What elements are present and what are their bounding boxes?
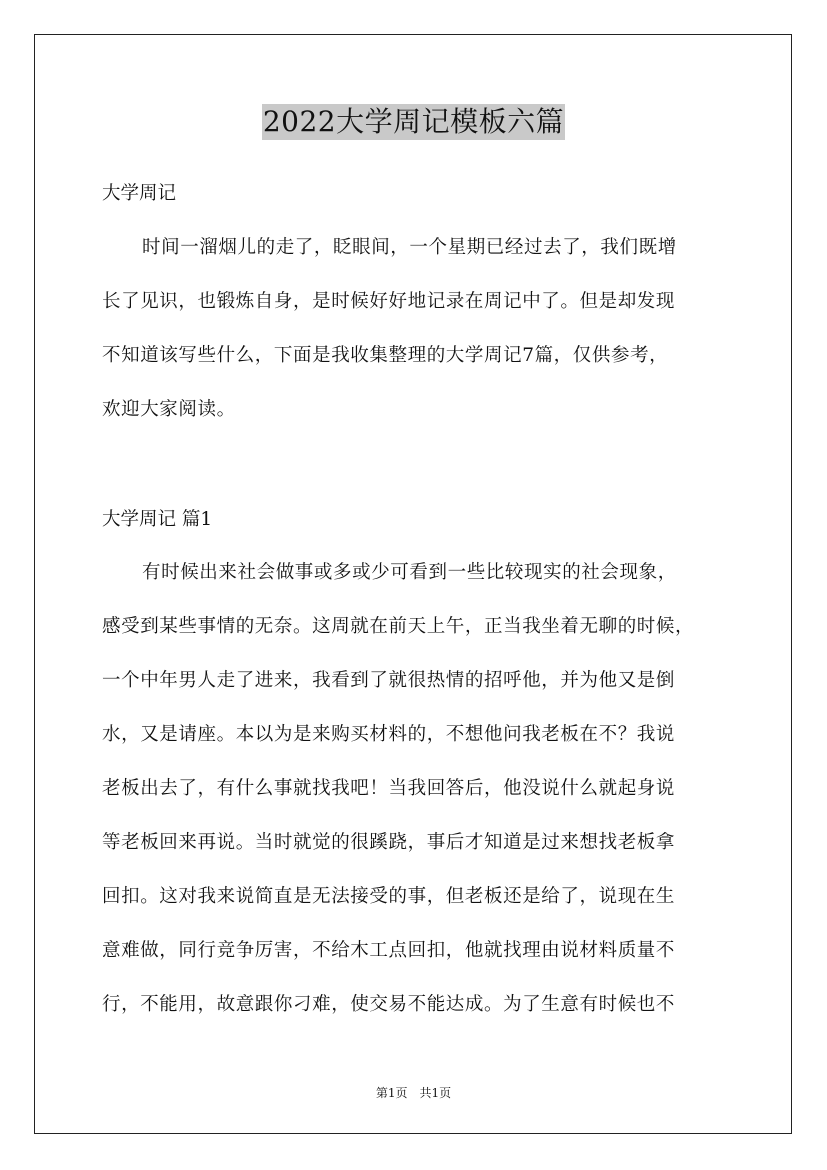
intro-heading: 大学周记 [102,183,177,204]
document-title: 2022大学周记模板六篇 [262,105,565,138]
title-container [0,104,827,140]
section-1-heading: 大学周记 篇1 [102,509,213,530]
intro-line-2: 长了见识，也锻炼自身，是时候好好地记录在周记中了。但是却发现 [102,291,676,312]
section-1-line-7: 回扣。这对我来说简直是无法接受的事，但老板还是给了，说现在生 [102,886,676,907]
section-1-line-6: 等老板回来再说。当时就觉的很蹊跷，事后才知道是过来想找老板拿 [102,832,676,853]
page-footer: 第1页 共1页 [375,1086,452,1100]
section-1-line-2: 感受到某些事情的无奈。这周就在前天上午，正当我坐着无聊的时候， [102,616,695,637]
section-1-line-5: 老板出去了，有什么事就找我吧！当我回答后，他没说什么就起身说 [102,778,676,799]
section-1-line-4: 水，又是请座。本以为是来购买材料的，不想他问我老板在不？我说 [102,724,676,745]
section-1-line-1: 有时候出来社会做事或多或少可看到一些比较现实的社会现象， [142,562,677,583]
section-1-line-9: 行，不能用，故意跟你刁难，使交易不能达成。为了生意有时候也不 [102,994,676,1015]
section-1-line-8: 意难做，同行竞争厉害，不给木工点回扣，他就找理由说材料质量不 [102,940,676,961]
intro-line-1: 时间一溜烟儿的走了，眨眼间，一个星期已经过去了，我们既增 [142,237,677,258]
intro-line-3: 不知道该写些什么，下面是我收集整理的大学周记7篇，仅供参考， [102,345,669,366]
intro-line-4: 欢迎大家阅读。 [102,399,236,420]
section-1-line-3: 一个中年男人走了进来，我看到了就很热情的招呼他，并为他又是倒 [102,670,676,691]
